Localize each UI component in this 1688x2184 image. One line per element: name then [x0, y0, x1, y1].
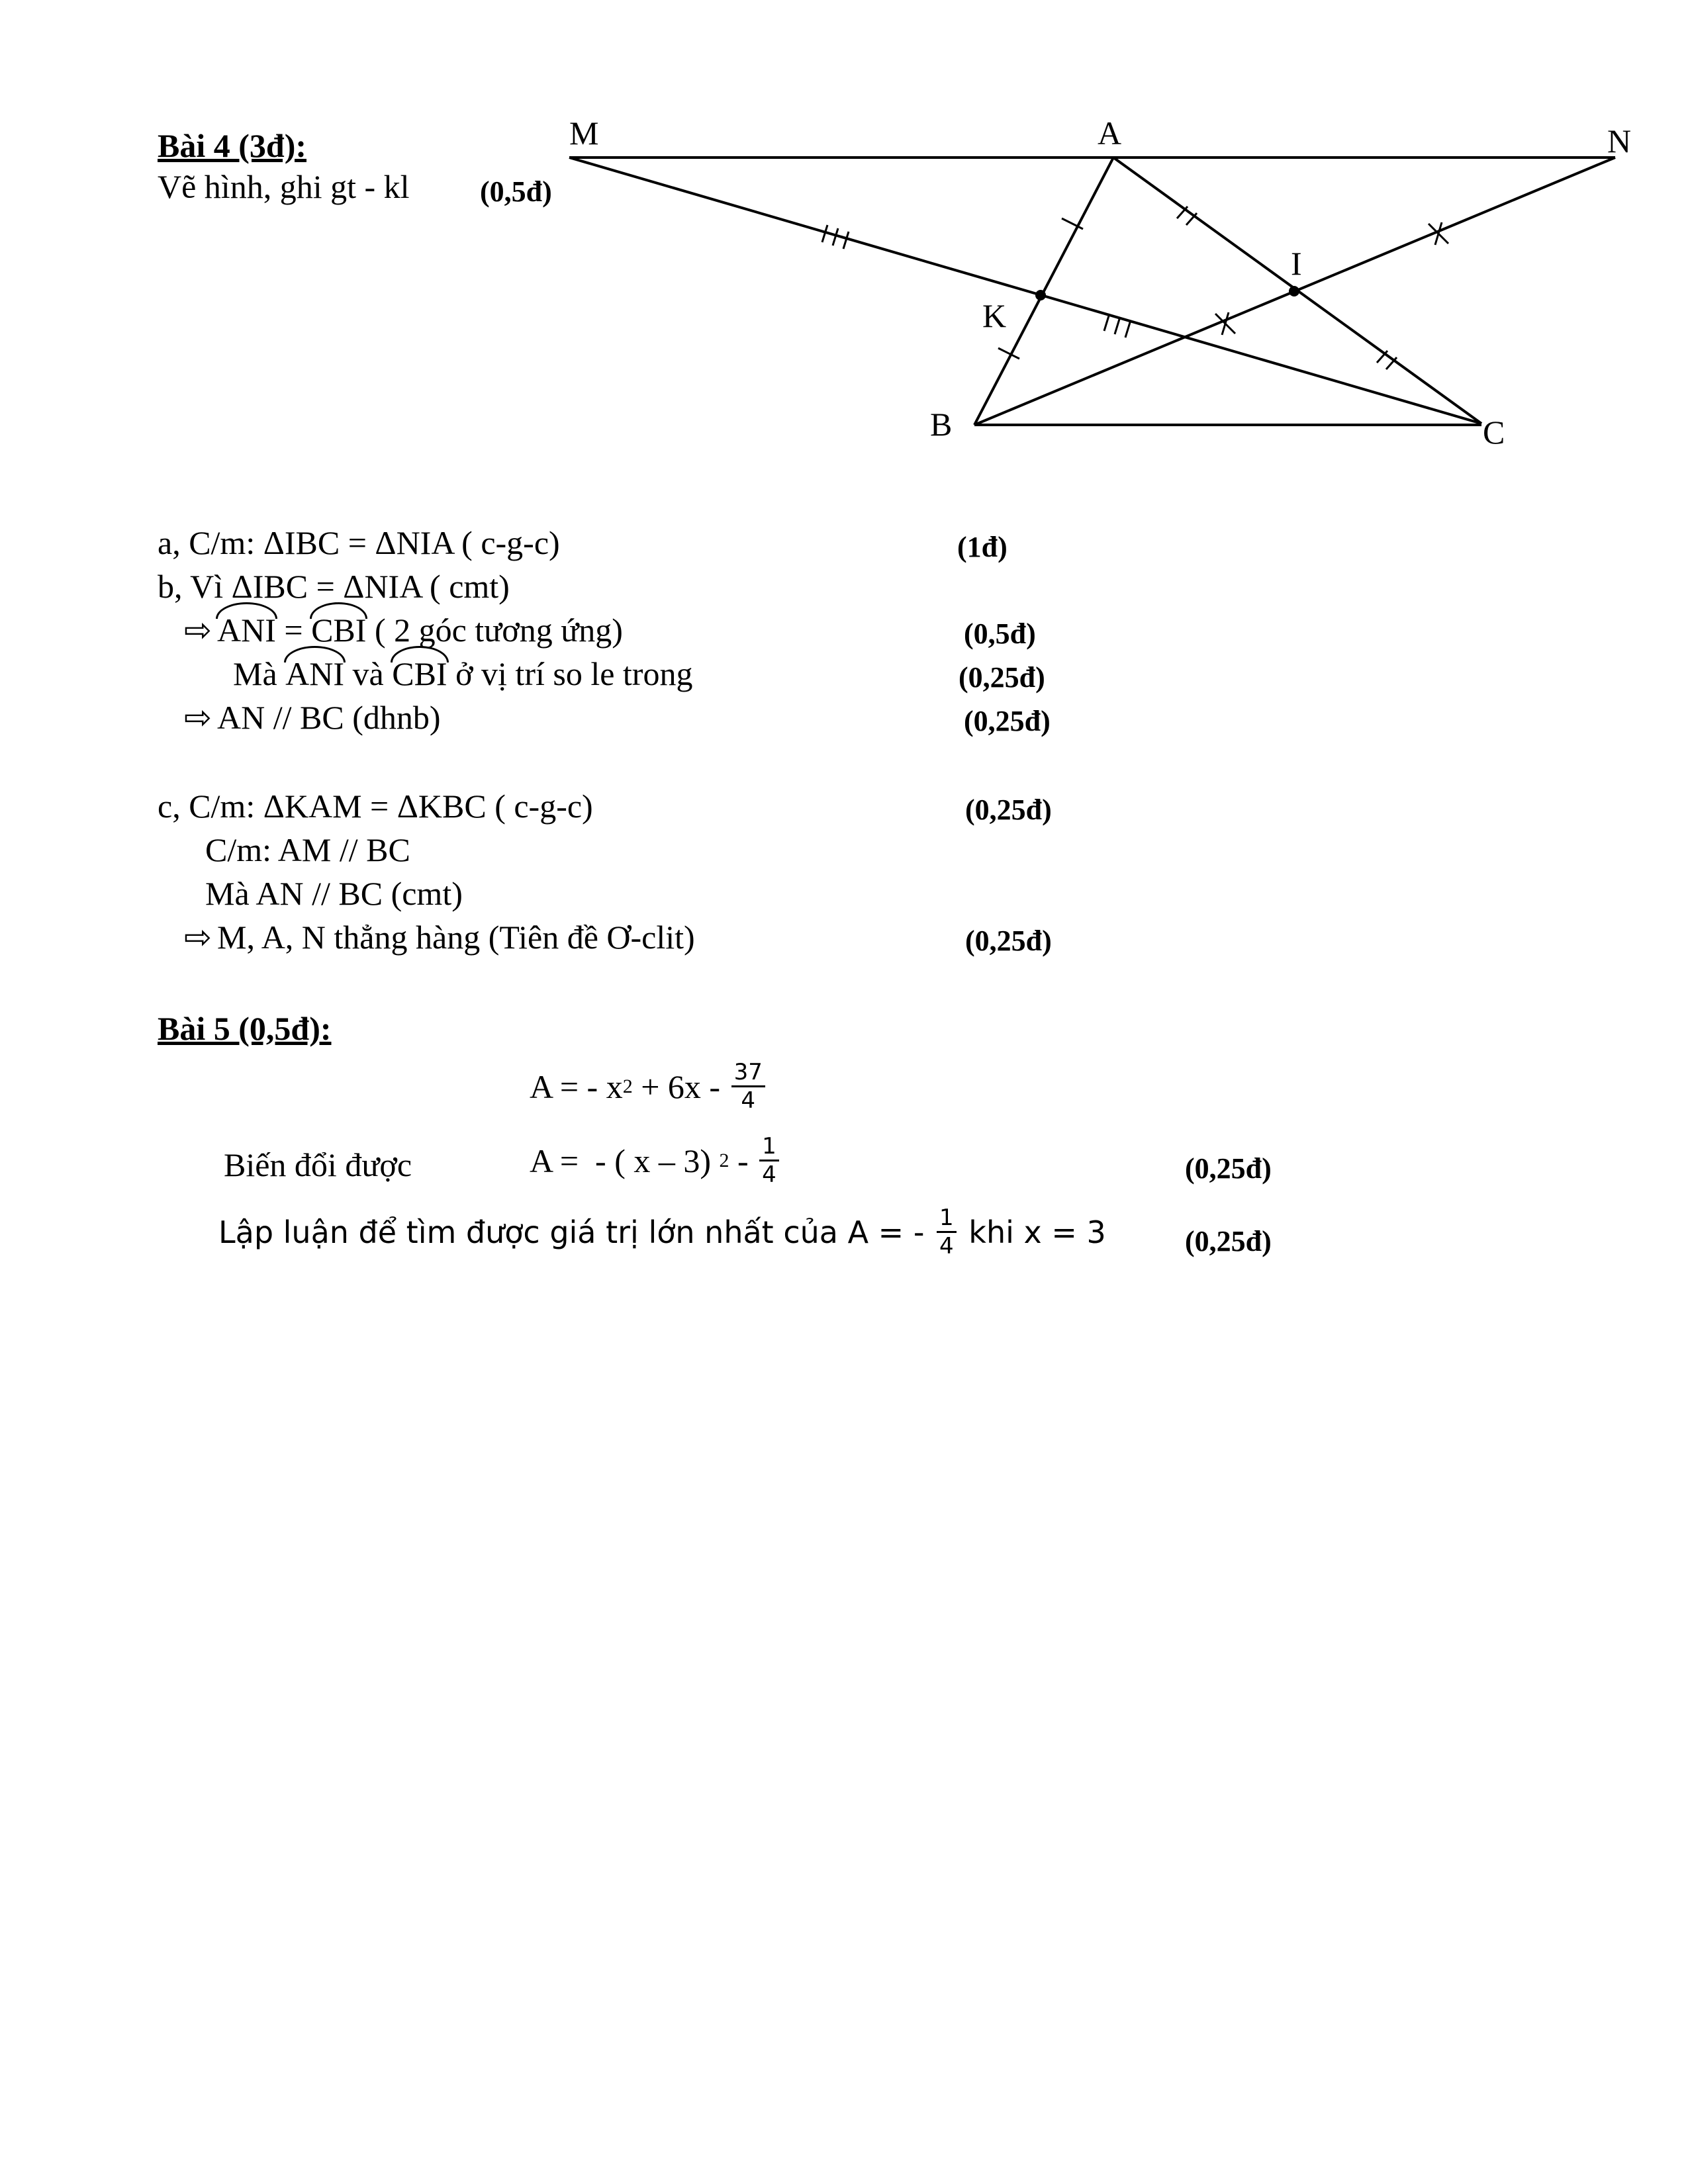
transform-label: Biến đổi được: [224, 1146, 412, 1183]
tick-KC-2: [1115, 317, 1120, 334]
bai5-heading: Bài 5 (0,5đ):: [158, 1010, 332, 1047]
point-I: [1289, 286, 1299, 296]
part-b-line3: [233, 654, 692, 694]
part-b-line2-points: (0,5đ): [964, 617, 1036, 650]
tick-KC-1: [1104, 314, 1109, 331]
geometry-figure: [0, 0, 1688, 477]
line-MC: [569, 158, 1481, 424]
label-C: C: [1483, 414, 1505, 451]
part-b-line3-prefix: Mà: [233, 655, 286, 692]
part-b-line4: AN // BC (dhnb): [217, 699, 441, 736]
part-c-line1: c, C/m: ΔKAM = ΔKBC ( c-g-c): [158, 788, 593, 825]
part-a-points: (1đ): [957, 531, 1008, 563]
part-c-line4: M, A, N thẳng hàng (Tiên đề Ơ-clit): [217, 919, 695, 956]
part-b-line2: [184, 610, 623, 650]
part-b-line3-points: (0,25đ): [959, 661, 1045, 694]
label-K: K: [982, 297, 1007, 334]
angle-CBI-2: CBI: [392, 655, 447, 692]
angle-ANI-2: ANI: [285, 655, 345, 692]
fraction-37-4: [731, 1059, 765, 1114]
cross-BI-b: [1222, 312, 1229, 335]
implies-arrow-icon: ⇨: [184, 919, 212, 956]
tick-MK-3: [843, 232, 849, 249]
part-b-line4-wrap: [184, 698, 441, 737]
fraction-1-4-b: [937, 1205, 957, 1259]
expression-2: A = - ( x – 3) 2 - $\frac{1}{4}$: [530, 1133, 782, 1188]
part-b-line3-rest: ở vị trí so le trong: [447, 655, 693, 692]
part-c-line4-points: (0,25đ): [965, 925, 1052, 957]
part-c-line4-wrap: [184, 917, 695, 957]
label-M: M: [569, 114, 599, 152]
part-b-line1: b, Vì ΔIBC = ΔNIA ( cmt): [158, 568, 510, 605]
angle-CBI: CBI: [311, 612, 367, 649]
expression-1: A = - x 2 + 6x - $\frac{37}{4}$: [530, 1059, 768, 1114]
conclusion-a: Lập luận để tìm được giá trị lớn nhất của A = -: [218, 1214, 935, 1250]
expr1-a: A = - x: [530, 1068, 623, 1105]
part-a-text: a, C/m: ΔIBC = ΔNIA ( c-g-c): [158, 524, 560, 561]
conclusion: [218, 1205, 1106, 1259]
expr2-b: -: [729, 1142, 757, 1179]
part-b-line2-rest: ( 2 góc tương ứng): [366, 612, 623, 649]
conclusion-b: khi x = 3: [959, 1214, 1106, 1250]
label-N: N: [1607, 122, 1632, 159]
part-b-line3-mid: và: [344, 655, 393, 692]
frac3-num: 1: [937, 1205, 957, 1233]
frac2-den: 4: [762, 1161, 776, 1188]
equals-sign: =: [275, 612, 312, 649]
point-K: [1035, 290, 1046, 300]
frac1-den: 4: [741, 1087, 756, 1114]
expr2-a: A = - ( x – 3): [530, 1142, 720, 1179]
implies-arrow-icon: ⇨: [184, 612, 212, 649]
tick-KC-3: [1125, 320, 1131, 338]
label-A: A: [1098, 114, 1122, 152]
label-B: B: [930, 406, 953, 443]
draw-instruction: Vẽ hình, ghi gt - kl: [158, 168, 410, 205]
draw-points: (0,5đ): [480, 175, 552, 208]
expr2-points: (0,25đ): [1185, 1152, 1272, 1185]
implies-arrow-icon: ⇨: [184, 699, 212, 736]
part-c-line3: Mà AN // BC (cmt): [205, 875, 463, 912]
frac3-den: 4: [939, 1233, 954, 1259]
frac2-num: 1: [759, 1133, 779, 1161]
frac1-num: 37: [731, 1059, 765, 1087]
label-I: I: [1291, 245, 1302, 282]
part-c-line2: C/m: AM // BC: [205, 831, 410, 868]
angle-ANI: ANI: [217, 612, 276, 649]
part-c-line1-points: (0,25đ): [965, 794, 1052, 826]
bai4-heading: Bài 4 (3đ):: [158, 127, 306, 164]
fraction-1-4: [759, 1133, 779, 1188]
expr1-b: + 6x -: [632, 1068, 729, 1105]
conclusion-points: (0,25đ): [1185, 1225, 1272, 1257]
part-b-line4-points: (0,25đ): [964, 705, 1051, 737]
